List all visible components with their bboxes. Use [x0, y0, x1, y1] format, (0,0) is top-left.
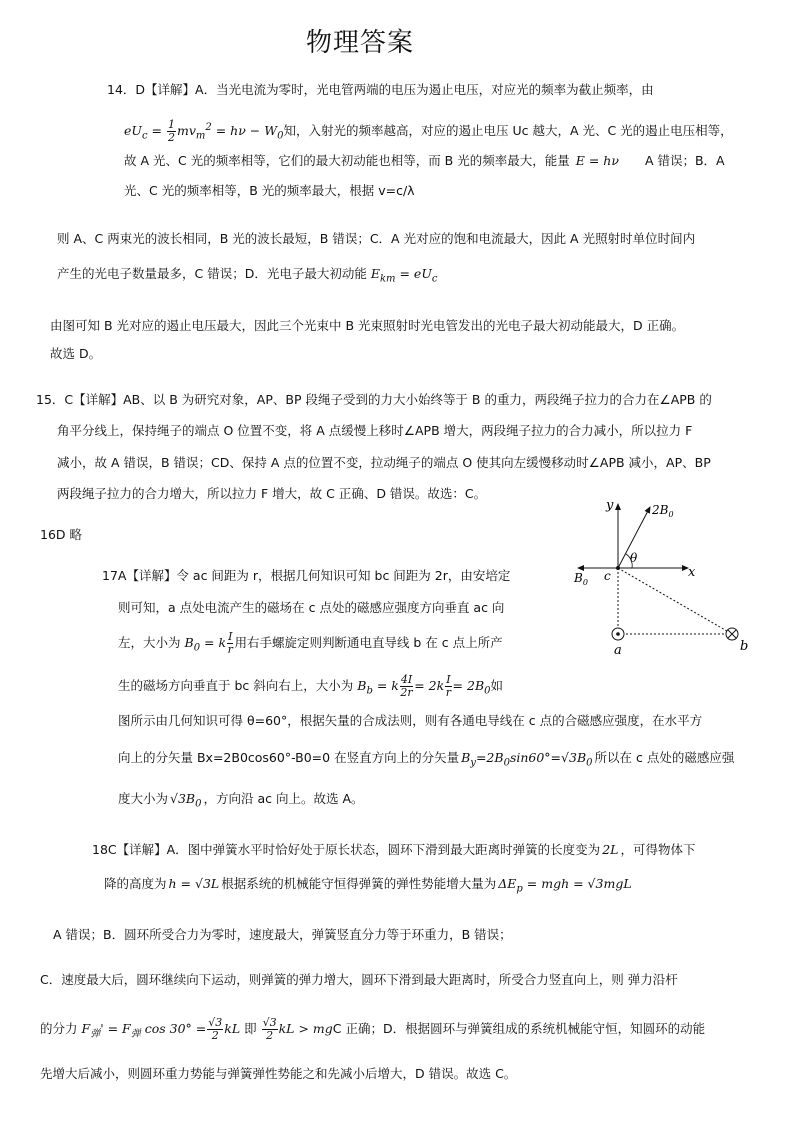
q16-line-1: 16D 略 — [40, 527, 83, 542]
2b0-label: $2B_0$ — [652, 503, 674, 519]
b-label: b — [740, 639, 749, 654]
q14-energy-formula: E = hν — [575, 153, 619, 168]
q17-line-5: 图所示由几何知识可得 θ=60°，根据矢量的合成法则，则有各通电导线在 c 点的合磁感应强度，在水平方 — [118, 713, 703, 728]
a-label: a — [614, 643, 622, 658]
theta-label: θ — [630, 551, 638, 565]
q18-line-3: A 错误；B．圆环所受合力为零时，速度最大，弹簧竖直分力等于环重力，B 错误； — [53, 927, 512, 942]
y-axis-label: y — [606, 498, 614, 513]
q14-line-8: 故选 D。 — [50, 346, 102, 361]
q14-formula-photoelectric: $eU_c$ = — [124, 123, 166, 142]
q15-line-4: 两段绳子拉力的合力增大，所以拉力 F 增大，故 C 正确、D 错误。故选：C。 — [57, 486, 487, 501]
q14-line-2: $eU_c$ = $\frac{1}{2}$ $mv_m^2 = h\nu - W_0$知，入射光的频率越高，对应的遏止电压 Uc 越大，A 光、C 光的遏止电压相等， — [124, 118, 733, 145]
q18-energy-formula: $\Delta E_p$ = mgh = √3mgL — [498, 876, 632, 895]
q17-line-2: 则可知，a 点处电流产生的磁场在 c 点处的磁感应强度方向垂直 ac 向 — [118, 600, 505, 615]
c-label: c — [604, 569, 611, 583]
q18-line-6: 先增大后减小，则圆环重力势能与弹簧弹性势能之和先减小后增大，D 错误。故选 C。 — [40, 1066, 517, 1081]
q14-line-5: 则 A、C 两束光的波长相同，B 光的波长最短，B 错误；C．A 光对应的饱和电流最大，因此 A 光照射时单位时间内 — [57, 231, 696, 246]
magnetic-field-diagram — [560, 492, 760, 660]
q18-line-5: 的分力 $F_弹' = F_弹$ cos 30° = $\frac{√3}{2}$ kL 即 $\frac{√3}{2}$ kL > mgC 正确；D．根据圆环与弹簧组成的系统机械能守恒，知圆环的动能 — [40, 1016, 706, 1042]
q18-line-2: 降的高度为 h = √3L 根据系统的机械能守恒得弹簧的弹性势能增大量为 $\Delta E_p$ = mgh = √3mgL — [104, 876, 632, 895]
q17-line-3: 左，大小为 $B_0 = k$ $\frac{I}{r}$ 用右手螺旋定则判断通电直导线 b 在 c 点上所产 — [118, 630, 503, 656]
q14-line-4: 光、C 光的频率相等，B 光的频率最大，根据 v=c/λ — [124, 183, 415, 198]
q17-line-1: 17A【详解】令 ac 间距为 r，根据几何知识可知 bc 间距为 2r，由安培定 — [102, 568, 511, 583]
q18-line-1: 18C【详解】A．图中弹簧水平时恰好处于原长状态，圆环下滑到最大距离时弹簧的长度变为 2L ，可得物体下 — [92, 842, 696, 857]
q14-line-3: 故 A 光、C 光的频率相等，它们的最大初动能也相等，而 B 光的频率最大，能量 E = hν A 错误；B．A — [124, 153, 725, 168]
q14-line-1: 14．D【详解】A．当光电流为零时，光电管两端的电压为遏止电压，对应光的频率为截止频率，由 — [107, 82, 654, 97]
q14-ekm-formula: $E_{km} = eU_c$ — [370, 266, 438, 285]
q14-fraction-half: $\frac{1}{2}$ — [167, 118, 175, 145]
q17-line-7: 度大小为 $√3B_0$ ，方向沿 ac 向上。故选 A。 — [118, 791, 364, 810]
q15-line-1: 15．C【详解】AB、以 B 为研究对象，AP、BP 段绳子受到的力大小始终等于 B 的重力，两段绳子拉力的合力在∠APB 的 — [36, 392, 712, 407]
q17-result-formula: $√3B_0$ — [170, 791, 202, 810]
q17-line-4: 生的磁场方向垂直于 bc 斜向右上，大小为 $B_b = k$ $\frac{4I}{2r}$ = 2k $\frac{I}{r}$ = $2B_0$如 — [118, 673, 504, 699]
q17-by-formula: $B_y=2B_0\sin 60^\circ=√3B_0$ — [461, 750, 593, 769]
q14-line-6: 产生的光电子数量最多，C 错误；D．光电子最大初动能 $E_{km} = eU_c$ — [57, 266, 438, 285]
q15-line-2: 角平分线上，保持绳子的端点 O 位置不变，将 A 点缓慢上移时∠APB 增大，两段绳子拉力的合力减小，所以拉力 F — [57, 423, 693, 438]
q14-line-7: 由图可知 B 光对应的遏止电压最大，因此三个光束中 B 光束照射时光电管发出的光电子最大初动能最大，D 正确。 — [50, 318, 685, 333]
x-axis-label: x — [688, 565, 696, 580]
b0-label: $B_0$ — [574, 571, 588, 587]
page-title: 物理答案 — [305, 28, 414, 58]
q14-line-2-text: 知，入射光的频率越高，对应的遏止电压 Uc 越大，A 光、C 光的遏止电压相等， — [283, 123, 733, 139]
q17-fraction-i-over-r: $\frac{I}{r}$ — [227, 630, 233, 656]
cb-dashed-line — [618, 568, 732, 634]
q15-line-3: 减小，故 A 错误，B 错误；CD、保持 A 点的位置不变，拉动绳子的端点 O 使其向左缓慢移动时∠APB 减小，AP、BP — [57, 455, 711, 470]
point-c — [616, 566, 620, 570]
q18-line-4: C．速度最大后，圆环继续向下运动，则弹簧的弹力增大，圆环下滑到最大距离时，所受合力竖直向上，则 弹力沿杆 — [40, 972, 678, 987]
q17-line-6: 向上的分矢量 Bx=2B0cos60°-B0=0 在竖直方向上的分矢量 $B_y=2B_0\sin 60^\circ=√3B_0$ 所以在 c 点处的磁感应强 — [118, 750, 735, 769]
